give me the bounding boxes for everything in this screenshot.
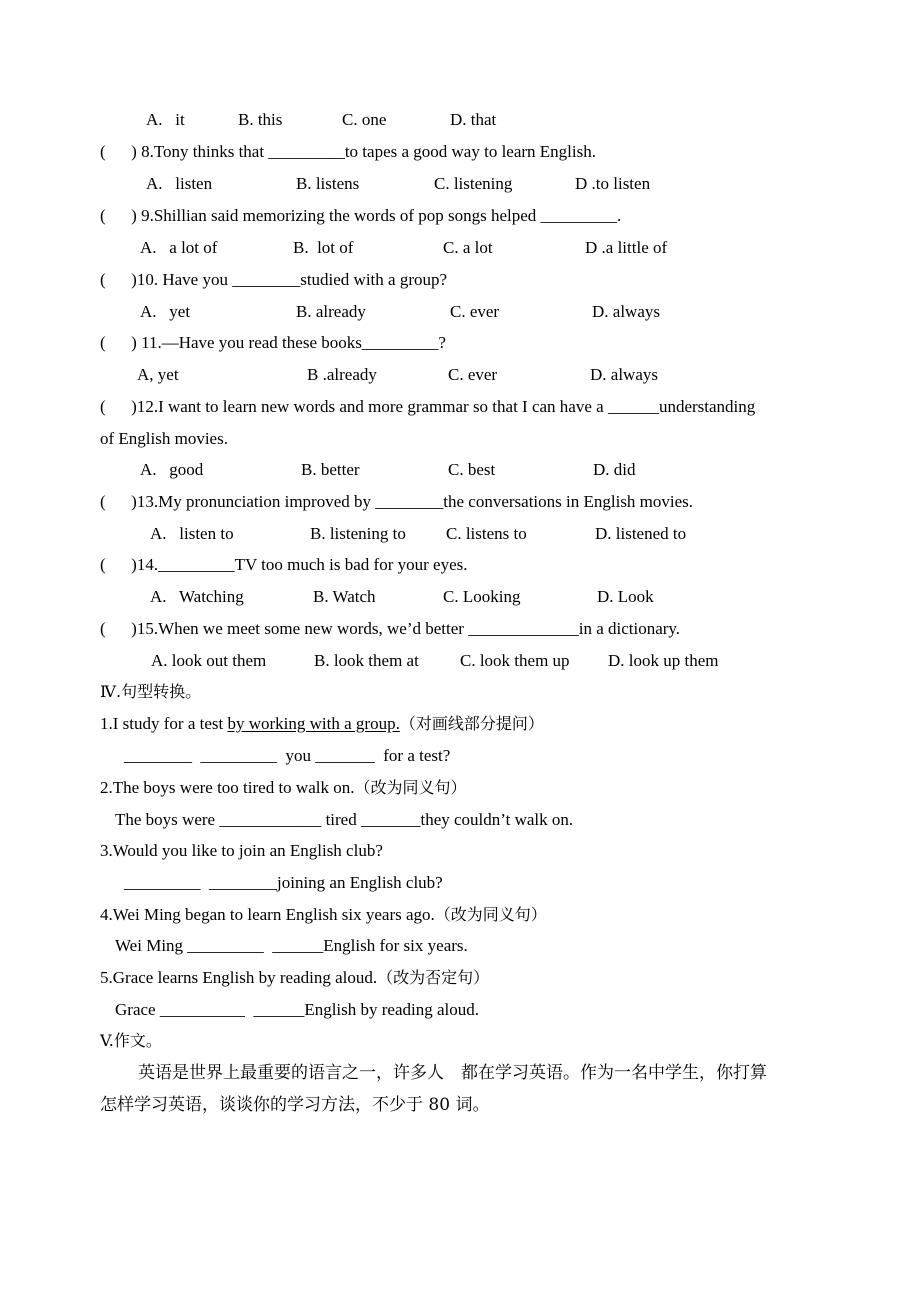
q10-option-a: A. yet [140, 302, 191, 321]
answer-blank[interactable]: ________ [375, 492, 444, 511]
q15-option-b: B. look them at [314, 651, 419, 670]
question-12-continuation: of English movies. [100, 429, 228, 448]
q12-option-a: A. good [140, 460, 204, 479]
transform-4-question: 4.Wei Ming began to learn English six years ago.（改为同义句） [100, 905, 547, 924]
section-5-title: V.作文。 [100, 1031, 162, 1050]
q13-option-b: B. listening to [310, 524, 406, 543]
answer-blank[interactable]: _____________ [468, 619, 579, 638]
q13-option-a: A. listen to [150, 524, 234, 543]
transform-1-question: 1.I study for a test by working with a group.（对画线部分提问） [100, 714, 544, 733]
answer-blank[interactable]: _________ [540, 206, 618, 225]
q8-option-c: C. listening [434, 174, 513, 193]
question-10: ( )10. Have you ________studied with a group? [100, 270, 448, 289]
essay-prompt-line-2: 怎样学习英语，谈谈你的学习方法，不少于 80 词。 [100, 1095, 490, 1115]
q15-option-c: C. look them up [460, 651, 570, 670]
transform-3-answer[interactable]: _________ ________joining an English club? [124, 873, 443, 892]
transform-5-answer[interactable]: Grace __________ ______English by reading aloud. [115, 1000, 480, 1019]
question-14: ( )14._________TV too much is bad for your eyes. [100, 555, 468, 574]
q12-option-b: B. better [301, 460, 360, 479]
q11-option-d: D. always [590, 365, 658, 384]
transform-5-question: 5.Grace learns English by reading aloud.（改为否定句） [100, 968, 490, 987]
answer-blank[interactable]: _________ [158, 555, 235, 574]
q8-option-b: B. listens [296, 174, 360, 193]
q11-option-a: A, yet [137, 365, 179, 384]
q12-option-c: C. best [448, 460, 496, 479]
answer-blank[interactable]: _________ [361, 333, 439, 352]
q9-option-b: B. lot of [293, 238, 354, 257]
q7-option-d: D. that [450, 110, 497, 129]
answer-blank[interactable]: _________ [268, 142, 345, 161]
question-15: ( )15.When we meet some new words, we’d better _____________in a dictionary. [100, 619, 681, 638]
question-12: ( )12.I want to learn new words and more grammar so that I can have a ______understanding [100, 397, 756, 416]
transform-1-answer[interactable]: ________ _________ you _______ for a test? [124, 746, 451, 765]
q10-option-d: D. always [592, 302, 660, 321]
transform-2-answer[interactable]: The boys were ____________ tired _______they couldn’t walk on. [115, 810, 574, 829]
q15-option-d: D. look up them [608, 651, 719, 670]
q8-option-a: A. listen [146, 174, 213, 193]
q9-option-a: A. a lot of [140, 238, 218, 257]
q14-option-a: A. Watching [150, 587, 244, 606]
transform-4-answer[interactable]: Wei Ming _________ ______English for six years. [115, 936, 468, 955]
q14-option-d: D. Look [597, 587, 654, 606]
essay-prompt-line-1: 英语是世界上最重要的语言之一，许多人 都在学习英语。作为一名中学生，你打算 [138, 1063, 767, 1083]
q8-option-d: D .to listen [575, 174, 651, 193]
section-4-title: Ⅳ.句型转换。 [100, 682, 202, 701]
transform-2-question: 2.The boys were too tired to walk on.（改为同义句） [100, 778, 467, 797]
q14-option-b: B. Watch [313, 587, 376, 606]
question-8: ( ) 8.Tony thinks that _________to tapes a good way to learn English. [100, 142, 596, 161]
q15-option-a: A. look out them [151, 651, 267, 670]
q9-option-c: C. a lot [443, 238, 493, 257]
question-11: ( ) 11.—Have you read these books_________? [100, 333, 446, 352]
question-13: ( )13.My pronunciation improved by ________the conversations in English movies. [100, 492, 694, 511]
q10-option-b: B. already [296, 302, 366, 321]
q10-option-c: C. ever [450, 302, 500, 321]
q13-option-c: C. listens to [446, 524, 527, 543]
q7-option-a: A. it [146, 110, 185, 129]
q12-option-d: D. did [593, 460, 636, 479]
q14-option-c: C. Looking [443, 587, 521, 606]
q7-option-b: B. this [238, 110, 283, 129]
q13-option-d: D. listened to [595, 524, 687, 543]
q11-option-b: B .already [307, 365, 377, 384]
q11-option-c: C. ever [448, 365, 498, 384]
q9-option-d: D .a little of [585, 238, 668, 257]
q7-option-c: C. one [342, 110, 387, 129]
answer-blank[interactable]: ________ [232, 270, 301, 289]
transform-3-question: 3.Would you like to join an English club? [100, 841, 383, 860]
question-9: ( ) 9.Shillian said memorizing the words of pop songs helped _________. [100, 206, 622, 225]
answer-blank[interactable]: ______ [607, 397, 659, 416]
